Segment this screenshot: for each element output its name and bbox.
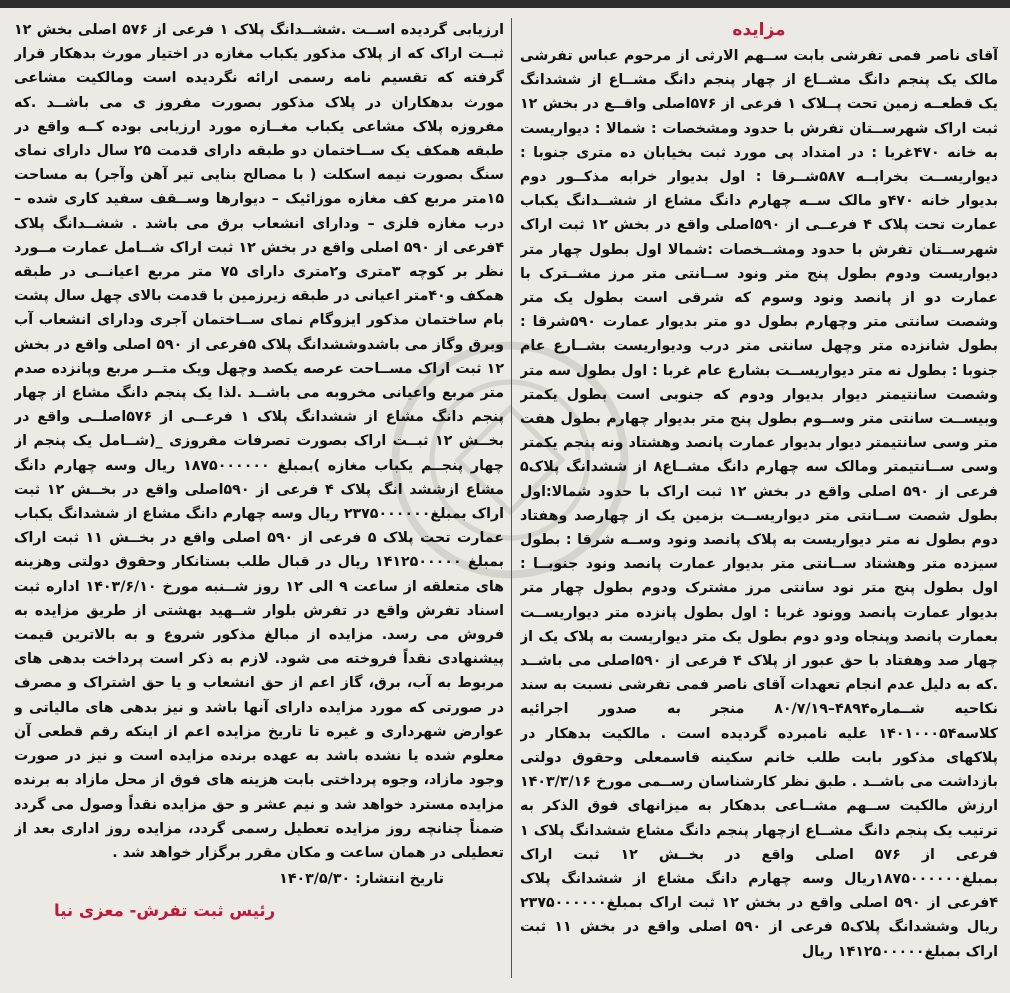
notice-heading: مزایده <box>732 20 786 40</box>
notice-column-right <box>520 18 998 986</box>
notice-column-left <box>14 18 504 986</box>
notice-body-left: ارزیابی گردیده اســت .ششــدانگ پلاک ۱ فرعی از ۵۷۶ اصلی بخش ۱۲ ثبــت اراک که از پلاک مذکور یکباب مغازه در اختیار مورث بدهکار قرار گرفته که تقسیم نامه رسمی ارائه نگردیده است ومالکیت مشاعی مورث بدهکاران در پلاک مذکور بصورت مفروز ی می باشــد .که مفروزه پلاک مشاعی یکباب مغــازه مورد ارزیابی بوده کــه واقع در طبقه همکف یک ســاختمان دو طبقه دارای قدمت ۲۵ سال دارای نمای سنگ بصورت نیمه اسکلت ( با مصالح بنایی تیر آهن وآجر) به مساحت ۱۵متر مربع کف مغازه موزائیک – دیوارها وســقف سفید کاری شده – درب مغازه فلزی – ودارای انشعاب برق می باشد . ششــدانگ پلاک ۴فرعی از ۵۹۰ اصلی واقع در بخش ۱۲ ثبت اراک شــامل عمارت مــورد نظر بر کوچه ۳متری و۲متری دارای ۷۵ متر مربع اعیانــی در طبقه همکف و۴۰متر اعیانی در طبقه زیرزمین با قدمت بالای چهل سال پشت بام ساختمان مذکور ایزوگام نمای ســاختمان آجری ودارای انشعاب آب وبرق وگاز می باشدوششدانگ پلاک ۵فرعی از ۵۹۰ اصلی واقع در بخش ۱۲ ثبت اراک مســاحت عرصه یکصد وچهل ویک متــر مربع وپانزده صدم متر مربع واعیانی مخروبه می باشــد .لذا یک پنجم دانگ مشاع از چهار پنجم دانگ مشاع از ششدانگ پلاک ۱ فرعــی از ۵۷۶اصلــی واقع در بخــش ۱۲ ثبــت اراک بصورت تصرفات مفروزی _(شــامل یک پنجم از چهار پنجــم یکباب مغازه )بمبلغ ۱۸۷۵۰۰۰۰۰۰ ریال وسه چهارم دانگ مشاع ازششد انگ پلاک ۴ فرعی از ۵۹۰اصلی واقع در بخــش ۱۲ ثبت اراک بمبلغ۲۳۷۵۰۰۰۰۰۰ ریال وسه چهارم دانگ مشاع از ششدانگ یکباب عمارت تحت پلاک ۵ فرعی از ۵۹۰ اصلی واقع در بخــش ۱۱ ثبت اراک بمبلغ ۱۴۱۲۵۰۰۰۰۰ ریال در قبال طلب بستانکار وحقوق دولتی وهزینه های متعلقه از ساعت ۹ الی ۱۲ روز شــنبه مورخ ۱۴۰۳/۶/۱۰ اداره ثبت اسناد تفرش واقع در تفرش بلوار شــهید بهشتی از طریق مزایده به فروش می رسد. مزایده از مبالغ مذکور شروع و به بالاترین قیمت پیشنهادی نقداً فروخته می شود. لازم به ذکر است پرداخت بدهی های مربوط به آب، برق، گاز اعم از حق انشعاب و یا حق اشتراک و مصرف در صورتی که مورد مزایده دارای آنها باشد و نیز بدهی های مالیاتی و عوارض شهرداری و غیره تا تاریخ مزایده اعم از اینکه رقم قطعی آن معلوم شده یا نشده باشد به عهده برنده مزایده است و نیز در صورت وجود مازاد، وجوه پرداختی بابت هزینه های فوق از محل مازاد به برنده مزایده مسترد خواهد شد و نیم عشر و حق مزایده نقداً وصول می گردد ضمناً چنانچه روز مزایده تعطیل رسمی گردد، مزایده روز اداری بعد از تعطیلی در همان ساعت و مکان مقرر برگزار خواهد شد . <box>14 22 504 861</box>
top-border-strip <box>0 0 1010 8</box>
publish-date: تاریخ انتشار: ۱۴۰۳/۵/۳۰ <box>279 871 444 888</box>
signature-line: رئیس ثبت تفرش- معزی نیا <box>54 901 276 921</box>
notice-body-right: آقای ناصر فمی تفرشی بابت ســهم الارثی از مرحوم عباس تفرشی مالک یک پنجم دانگ مشــاع از چهار پنجم دانگ مشــاع از ششدانگ یک قطعــه زمین تحت پــلاک ۱ فرعی از ۵۷۶اصلی واقــع در بخش ۱۲ ثبت اراک شهرســتان تفرش با حدود ومشخصات : شمالا : دیواریست به خانه ۴۷۰غربا : در امتداد پی مورد ثبت بخیابان ده متری جنوبا : دیواریســت بخرابــه ۵۸۷شــرقا : اول بدیوار خرابه مذکــور دوم بدیوار خانه ۴۷۰و مالک ســه چهارم دانگ مشاع از ششــدانگ یکباب عمارت تحت پلاک ۴ فرعــی از ۵۹۰اصلی واقع در بخش ۱۲ ثبت اراک شهرســتان تفرش با حدود ومشــخصات :شمالا اول بطول چهار متر دیواریست ودوم بطول پنج متر ونود ســانتی متر مرز مشــترک با عمارت دو از پانصد ونود وسوم که شرقی است بطول یک متر وشصت سانتی متر وچهارم بطول دو متر بدیوار عمارت ۵۹۰شرقا : بطول شانزده متر وچهل سانتی متر درب ودیواریست بشــارع عام جنوبا : بطول نه متر دیواریســت بشارع عام غربا : اول بطول سه متر وشصت سانتیمتر دیوار بدیوار ودوم که جنوبی است بطول یکمتر وبیســت سانتی متر وســوم بطول پنج متر بدیوار چهارم بطول هفت متر وسی سانتیمتر دیوار بدیوار عمارت پانصد وهشتاد ونه پنجم یکمتر وسی ســانتیمتر ومالک سه چهارم دانگ مشــاع۸ از ششدانگ پلاک۵ فرعی از ۵۹۰ اصلی واقع در بخش ۱۲ ثبت اراک با حدود شمالا:اول بطول شصت ســانتی متر دیواریســت بزمین یک از چهارصد وهفتاد دوم بطول نه متر دیواریست به پلاک پانصد ونود وســه شرقا : بطول سیزده متر وهشتاد ســانتی متر بدیوار عمارت پانصد ونود جنوبــا : اول بطول پنج متر نود سانتی مرز مشترک ودوم بطول چهار متر بدیوار عمارت پانصد وونود غربا : اول بطول پانزده متر دیواریســت بعمارت پانصد وپنجاه ودو دوم بطول یک متر دیواریست به پلاک یک از چهار صد وهفتاد با حق عبور از پلاک ۴ فرعی از ۵۹۰اصلی می باشــد .که به دلیل عدم انجام تعهدات آقای ناصر فمی تفرشی نسبت به سند نکاحیه شــماره۴۸۹۴–۸۰/۷/۱۹ منجر به صدور اجرائیه کلاسه۱۴۰۱۰۰۰۵۴ علیه نامبرده گردیده است . مالکیت بدهکار در پلاکهای مذکور بابت طلب خانم سکینه قاسمعلی وحقوق دولتی بازداشت می باشــد . طبق نظر کارشناسان رســمی مورخ ۱۴۰۳/۳/۱۶ ارزش مالکیت ســهم مشــاعی بدهکار به میزانهای فوق الذکر به ترتیب یک پنجم دانگ مشــاع ازچهار پنجم دانگ مشاع ششدانگ پلاک ۱ فرعی از ۵۷۶ اصلی واقع در بخــش ۱۲ ثبت اراک بمبلغ۱۸۷۵۰۰۰۰۰۰ریال وسه چهارم دانگ مشاع از ششدانگ پلاک ۴فرعی از ۵۹۰ اصلی واقع در بخش ۱۲ ثبت اراک بمبلغ۲۳۷۵۰۰۰۰۰۰ ریال وششدانگ پلاک۵ فرعی از ۵۹۰ اصلی واقع در بخش ۱۱ ثبت اراک بمبلغ۱۴۱۲۵۰۰۰۰۰ ریال <box>520 48 998 960</box>
column-divider <box>511 18 512 978</box>
